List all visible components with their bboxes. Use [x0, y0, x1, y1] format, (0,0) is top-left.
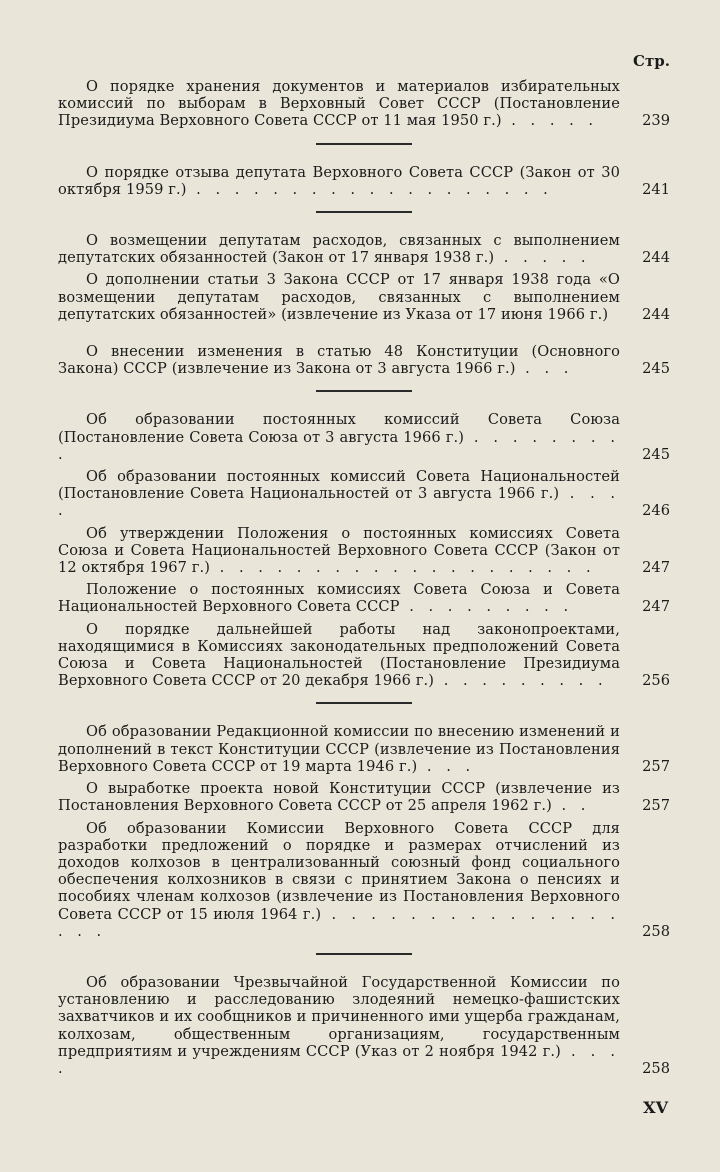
toc-entry	[58, 525, 670, 577]
section-divider	[316, 211, 412, 213]
toc-leader-dots: . .	[551, 797, 591, 815]
toc-leader-dots: . . . .	[58, 1042, 620, 1077]
toc-page-number: 244	[642, 305, 670, 323]
toc-leader-dots: . . .	[515, 360, 574, 378]
toc-entry	[58, 581, 670, 615]
toc-entry-title: О выработке проекта новой Конституции СССР (извлечение из Постановления Верховного Совета СССР от 25 апреля 1962 г.)	[58, 780, 620, 815]
toc-entry	[58, 621, 670, 690]
toc-page-number: 239	[642, 112, 670, 130]
toc-entry-title: О порядке дальнейшей работы над законопроектами, находящимися в Комиссиях законодательных предположений Совета Союза и Совета Национальностей (Постановление Президиума Верховного Совета СССР от 20 декабря 1966 г.)	[58, 620, 620, 690]
toc-leader-dots: . . .	[417, 757, 476, 775]
toc-page-number: 245	[642, 360, 670, 378]
toc-page-number: 244	[642, 249, 670, 267]
toc-entry	[58, 78, 670, 130]
toc-entry-title: О внесении изменения в статью 48 Конституции (Основного Закона) СССР (извлечение из Закона от 3 августа 1966 г.)	[58, 343, 620, 378]
toc-leader-dots: . . . . . . . . . . . . . . . . . . .	[186, 180, 553, 198]
toc-entry-title: Об утверждении Положения о постоянных комиссиях Совета Союза и Совета Национальностей Верховного Совета СССР (Закон от 12 октября 1967 г.)	[58, 524, 620, 577]
section-divider	[316, 702, 412, 704]
toc-page-number: 247	[642, 598, 670, 616]
toc-entry-title: О порядке хранения документов и материалов избирательных комиссий по выборам в Верховный Совет СССР (Постановление Президиума Верховного Совета СССР от 11 мая 1950 г.)	[58, 78, 620, 130]
toc-leader-dots: . . . . . . . . .	[58, 428, 620, 463]
toc-leader-dots: . . . .	[58, 485, 620, 520]
toc-entry	[58, 780, 670, 814]
toc-entry-title: Об образовании Чрезвычайной Государственной Комиссии по установлению и расследованию злодеяний немецко-фашистских захватчиков и их сообщников и причиненного ими ущерба гражданам, колхозам, общественным организациям, государственным предприятиям и учреждениям СССР (Указ от 2 ноября 1942 г.)	[58, 973, 620, 1060]
toc-entry	[58, 723, 670, 775]
toc-entry-title: Положение о постоянных комиссиях Совета Союза и Совета Национальностей Верховного Совета СССР	[58, 581, 620, 616]
section-divider	[316, 390, 412, 392]
toc-leader-dots: . . . . . . . . . . . . . . . . . . . .	[210, 559, 596, 577]
toc-entry	[58, 468, 670, 520]
toc-entry	[58, 271, 670, 323]
toc-entry-title: О порядке отзыва депутата Верховного Совета СССР (Закон от 30 октября 1959 г.)	[58, 163, 620, 198]
table-of-contents	[58, 78, 670, 1077]
toc-page-number: 245	[642, 445, 670, 463]
toc-page-number: 257	[642, 757, 670, 775]
toc-page-number: 246	[642, 502, 670, 520]
toc-leader-dots: . . . . .	[494, 249, 591, 267]
toc-entry	[58, 343, 670, 377]
toc-entry-title: О возмещении депутатам расходов, связанных с выполнением депутатских обязанностей (Закон от 17 января 1938 г.)	[58, 232, 620, 267]
toc-leader-dots: . . . . . . . . . . . . . . . . . .	[58, 905, 620, 940]
toc-entry	[58, 820, 670, 940]
toc-entry-title: Об образовании Комиссии Верховного Совета СССР для разработки предложений о порядке и размерах отчислений из доходов колхозов в централизованный союзный фонд социального обеспечения колхозников в связи с принятием Закона о пенсиях и пособиях членам колхозов (извлечение из Постановления Верховного Совета СССР от 15 июля 1964 г.)	[58, 819, 620, 923]
toc-leader-dots: . . . . . . . . .	[434, 672, 608, 690]
toc-page-number: 258	[642, 922, 670, 940]
toc-entry-title: Об образовании постоянных комиссий Совета Союза (Постановление Совета Союза от 3 августа 1966 г.)	[58, 411, 620, 446]
toc-entry	[58, 411, 670, 463]
toc-leader-dots: . . . . .	[501, 112, 599, 130]
toc-page-number: 257	[642, 797, 670, 815]
toc-page-number: 241	[642, 180, 670, 198]
toc-entry	[58, 232, 670, 266]
toc-page-number: 247	[642, 559, 670, 577]
toc-entry	[58, 974, 670, 1077]
toc-entry-title: О дополнении статьи 3 Закона СССР от 17 января 1938 года «О возмещении депутатам расходов, связанных с выполнением депутатских обязанностей» (извлечение из Указа от 17 июня 1966 г.)	[58, 271, 620, 323]
toc-page-number: 256	[642, 672, 670, 690]
page-folio: XV	[643, 1098, 668, 1117]
section-divider	[316, 953, 412, 955]
toc-leader-dots: . . . . . . . . .	[399, 598, 574, 616]
toc-page-number: 258	[642, 1059, 670, 1077]
toc-entry	[58, 164, 670, 198]
toc-entry-title: Об образовании Редакционной комиссии по внесению изменений и дополнений в текст Конституции СССР (извлечение из Постановления Верховного Совета СССР от 19 марта 1946 г.)	[58, 723, 620, 775]
page-column-label: Стр.	[633, 52, 670, 70]
toc-entry-title: Об образовании постоянных комиссий Совета Национальностей (Постановление Совета Национальностей от 3 августа 1966 г.)	[58, 468, 620, 503]
section-divider	[316, 143, 412, 145]
